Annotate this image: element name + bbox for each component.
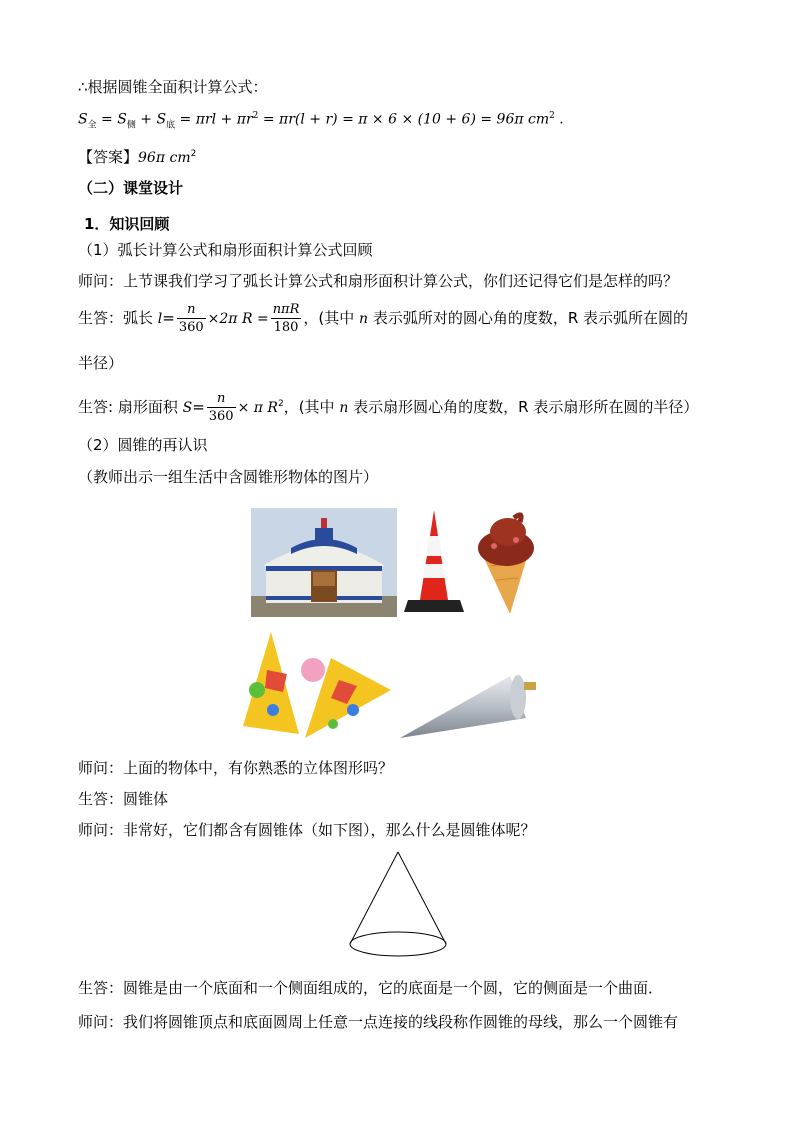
subsection-title: 1．知识回顾	[84, 215, 170, 233]
party-hats-image	[243, 630, 393, 738]
plumb-bob-image	[398, 668, 542, 740]
teacher-question-1: 师问：上节课我们学习了弧长计算公式和扇形面积计算公式，你们还记得它们是怎样的吗？	[78, 272, 679, 290]
fraction-npiR-180: $\frac{\text{nπR}}{180}$	[272, 302, 300, 335]
student-answer-arc-length: 生答：弧长 l= $\frac{n}{360}$ ×2π R = $\frac{\text{nπR}}{180}$ ，(其中 n 表示弧所对的圆心角的度数，R 表示弧所在圆的	[78, 302, 689, 335]
yurt-image	[251, 508, 397, 617]
answer-line: 【答案】96π $cm^2$	[78, 148, 197, 166]
fraction-n-360: $\frac{n}{360}$	[178, 302, 204, 335]
subsection-item-2: （2）圆锥的再认识	[78, 436, 208, 454]
answer-label: 【答案】	[78, 148, 139, 166]
ice-cream-image	[470, 510, 542, 616]
teacher-note: （教师出示一组生活中含圆锥形物体的图片）	[78, 468, 379, 486]
student-answer-cone: 生答：圆锥体	[78, 790, 169, 808]
answer-value: 96π cm	[138, 150, 191, 166]
surface-area-formula: $S_全 = S_侧 + S_底 = \pi rl + \pi r^2 = \pi r(l + r) = \pi \times 6 \times (10 + 6) = 96\pi$ $cm^2$ .	[78, 111, 564, 131]
teacher-question-2: 师问：上面的物体中，有你熟悉的立体图形吗？	[78, 759, 394, 777]
student-answer-definition: 生答：圆锥是由一个底面和一个侧面组成的，它的底面是一个圆，它的侧面是一个曲面．	[78, 979, 664, 997]
fraction-n-360-b: $\frac{n}{360}$	[208, 391, 234, 424]
subsection-item-1: （1）弧长计算公式和扇形面积计算公式回顾	[78, 241, 373, 259]
student-answer-sector-area: 生答: 扇形面积 S= $\frac{n}{360}$ × π $R^2$，(其中 n 表示扇形圆心角的度数，R 表示扇形所在圆的半径）	[78, 391, 699, 424]
student-answer-arc-length-cont: 半径）	[78, 354, 124, 372]
intro-text: ∴根据圆锥全面积计算公式：	[78, 78, 268, 96]
section-title: （二）课堂设计	[78, 179, 184, 197]
teacher-question-4: 师问：我们将圆锥顶点和底面圆周上任意一点连接的线段称作圆锥的母线，那么一个圆锥有	[78, 1013, 679, 1031]
cone-diagram	[346, 848, 450, 960]
teacher-question-3: 师问：非常好，它们都含有圆锥体（如下图），那么什么是圆锥体呢？	[78, 821, 536, 839]
traffic-cone-image	[404, 508, 464, 617]
